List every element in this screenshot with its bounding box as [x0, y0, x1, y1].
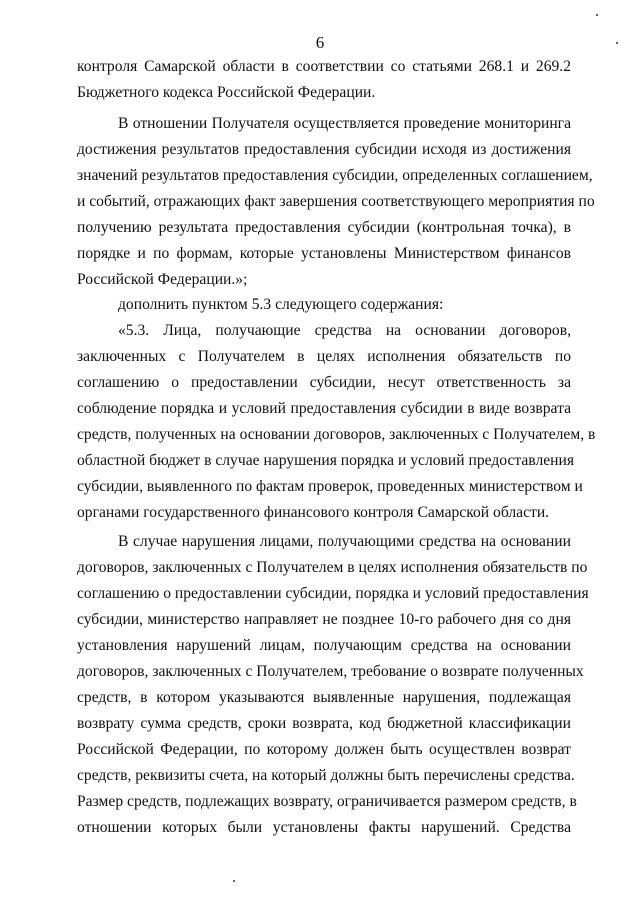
text-line: контроля Самарской области в соответствии со статьями 268.1 и 269.2 — [77, 58, 571, 75]
text-line: соглашению о предоставлении субсидии, несут ответственность за — [77, 374, 571, 391]
text-line: Российской Федерации, по которому должен быть осуществлен возврат — [77, 741, 571, 758]
text-line: Российской Федерации.»; — [77, 271, 248, 288]
page-number: 6 — [315, 33, 325, 52]
text-line: соглашению о предоставлении субсидии, порядка и условий предоставления — [77, 585, 589, 602]
text-line: средств, полученных на основании договоров, заключенных с Получателем, в — [77, 426, 596, 443]
scan-speck — [596, 14, 598, 16]
scan-speck — [616, 42, 618, 44]
text-line: В случае нарушения лицами, получающими средства на основании — [118, 533, 571, 550]
text-line: В отношении Получателя осуществляется проведение мониторинга — [118, 115, 571, 132]
text-line: порядке и по формам, которые установлены Министерством финансов — [77, 245, 571, 262]
text-line: возврату сумма средств, сроки возврата, код бюджетной классификации — [77, 715, 571, 732]
text-line: получению результата предоставления субсидии (контрольная точка), в — [77, 219, 571, 236]
text-line: областной бюджет в случае нарушения порядка и условий предоставления — [77, 452, 575, 469]
text-line: «5.3. Лица, получающие средства на основании договоров, — [118, 322, 571, 339]
text-line: и событий, отражающих факт завершения соответствующего мероприятия по — [77, 193, 595, 210]
text-line: средств, реквизиты счета, на который должны быть перечислены средства. — [77, 767, 575, 784]
text-line: отношении которых были установлены факты нарушений. Средства — [77, 819, 571, 836]
text-line: средств, в котором указываются выявленные нарушения, подлежащая — [77, 689, 571, 706]
text-line: достижения результатов предоставления субсидии исходя из достижения — [77, 141, 571, 158]
text-line: соблюдение порядка и условий предоставления субсидии в виде возврата — [77, 400, 571, 417]
text-line: Бюджетного кодекса Российской Федерации. — [77, 84, 376, 101]
scan-speck — [233, 880, 235, 882]
text-line: субсидии, министерство направляет не позднее 10-го рабочего дня со дня — [77, 611, 571, 628]
text-line: субсидии, выявленного по фактам проверок, проведенных министерством и — [77, 478, 583, 495]
text-line: договоров, заключенных с Получателем в целях исполнения обязательств по — [77, 559, 588, 576]
text-line: значений результатов предоставления субсидии, определенных соглашением, — [77, 167, 593, 184]
text-line: дополнить пунктом 5.3 следующего содержания: — [118, 296, 444, 313]
text-line: органами государственного финансового контроля Самарской области. — [77, 504, 550, 521]
text-line: Размер средств, подлежащих возврату, ограничивается размером средств, в — [77, 793, 577, 810]
text-line: договоров, заключенных с Получателем, требование о возврате полученных — [77, 663, 584, 680]
text-line: установления нарушений лицам, получающим средства на основании — [77, 637, 571, 654]
text-line: заключенных с Получателем в целях исполнения обязательств по — [77, 348, 571, 365]
